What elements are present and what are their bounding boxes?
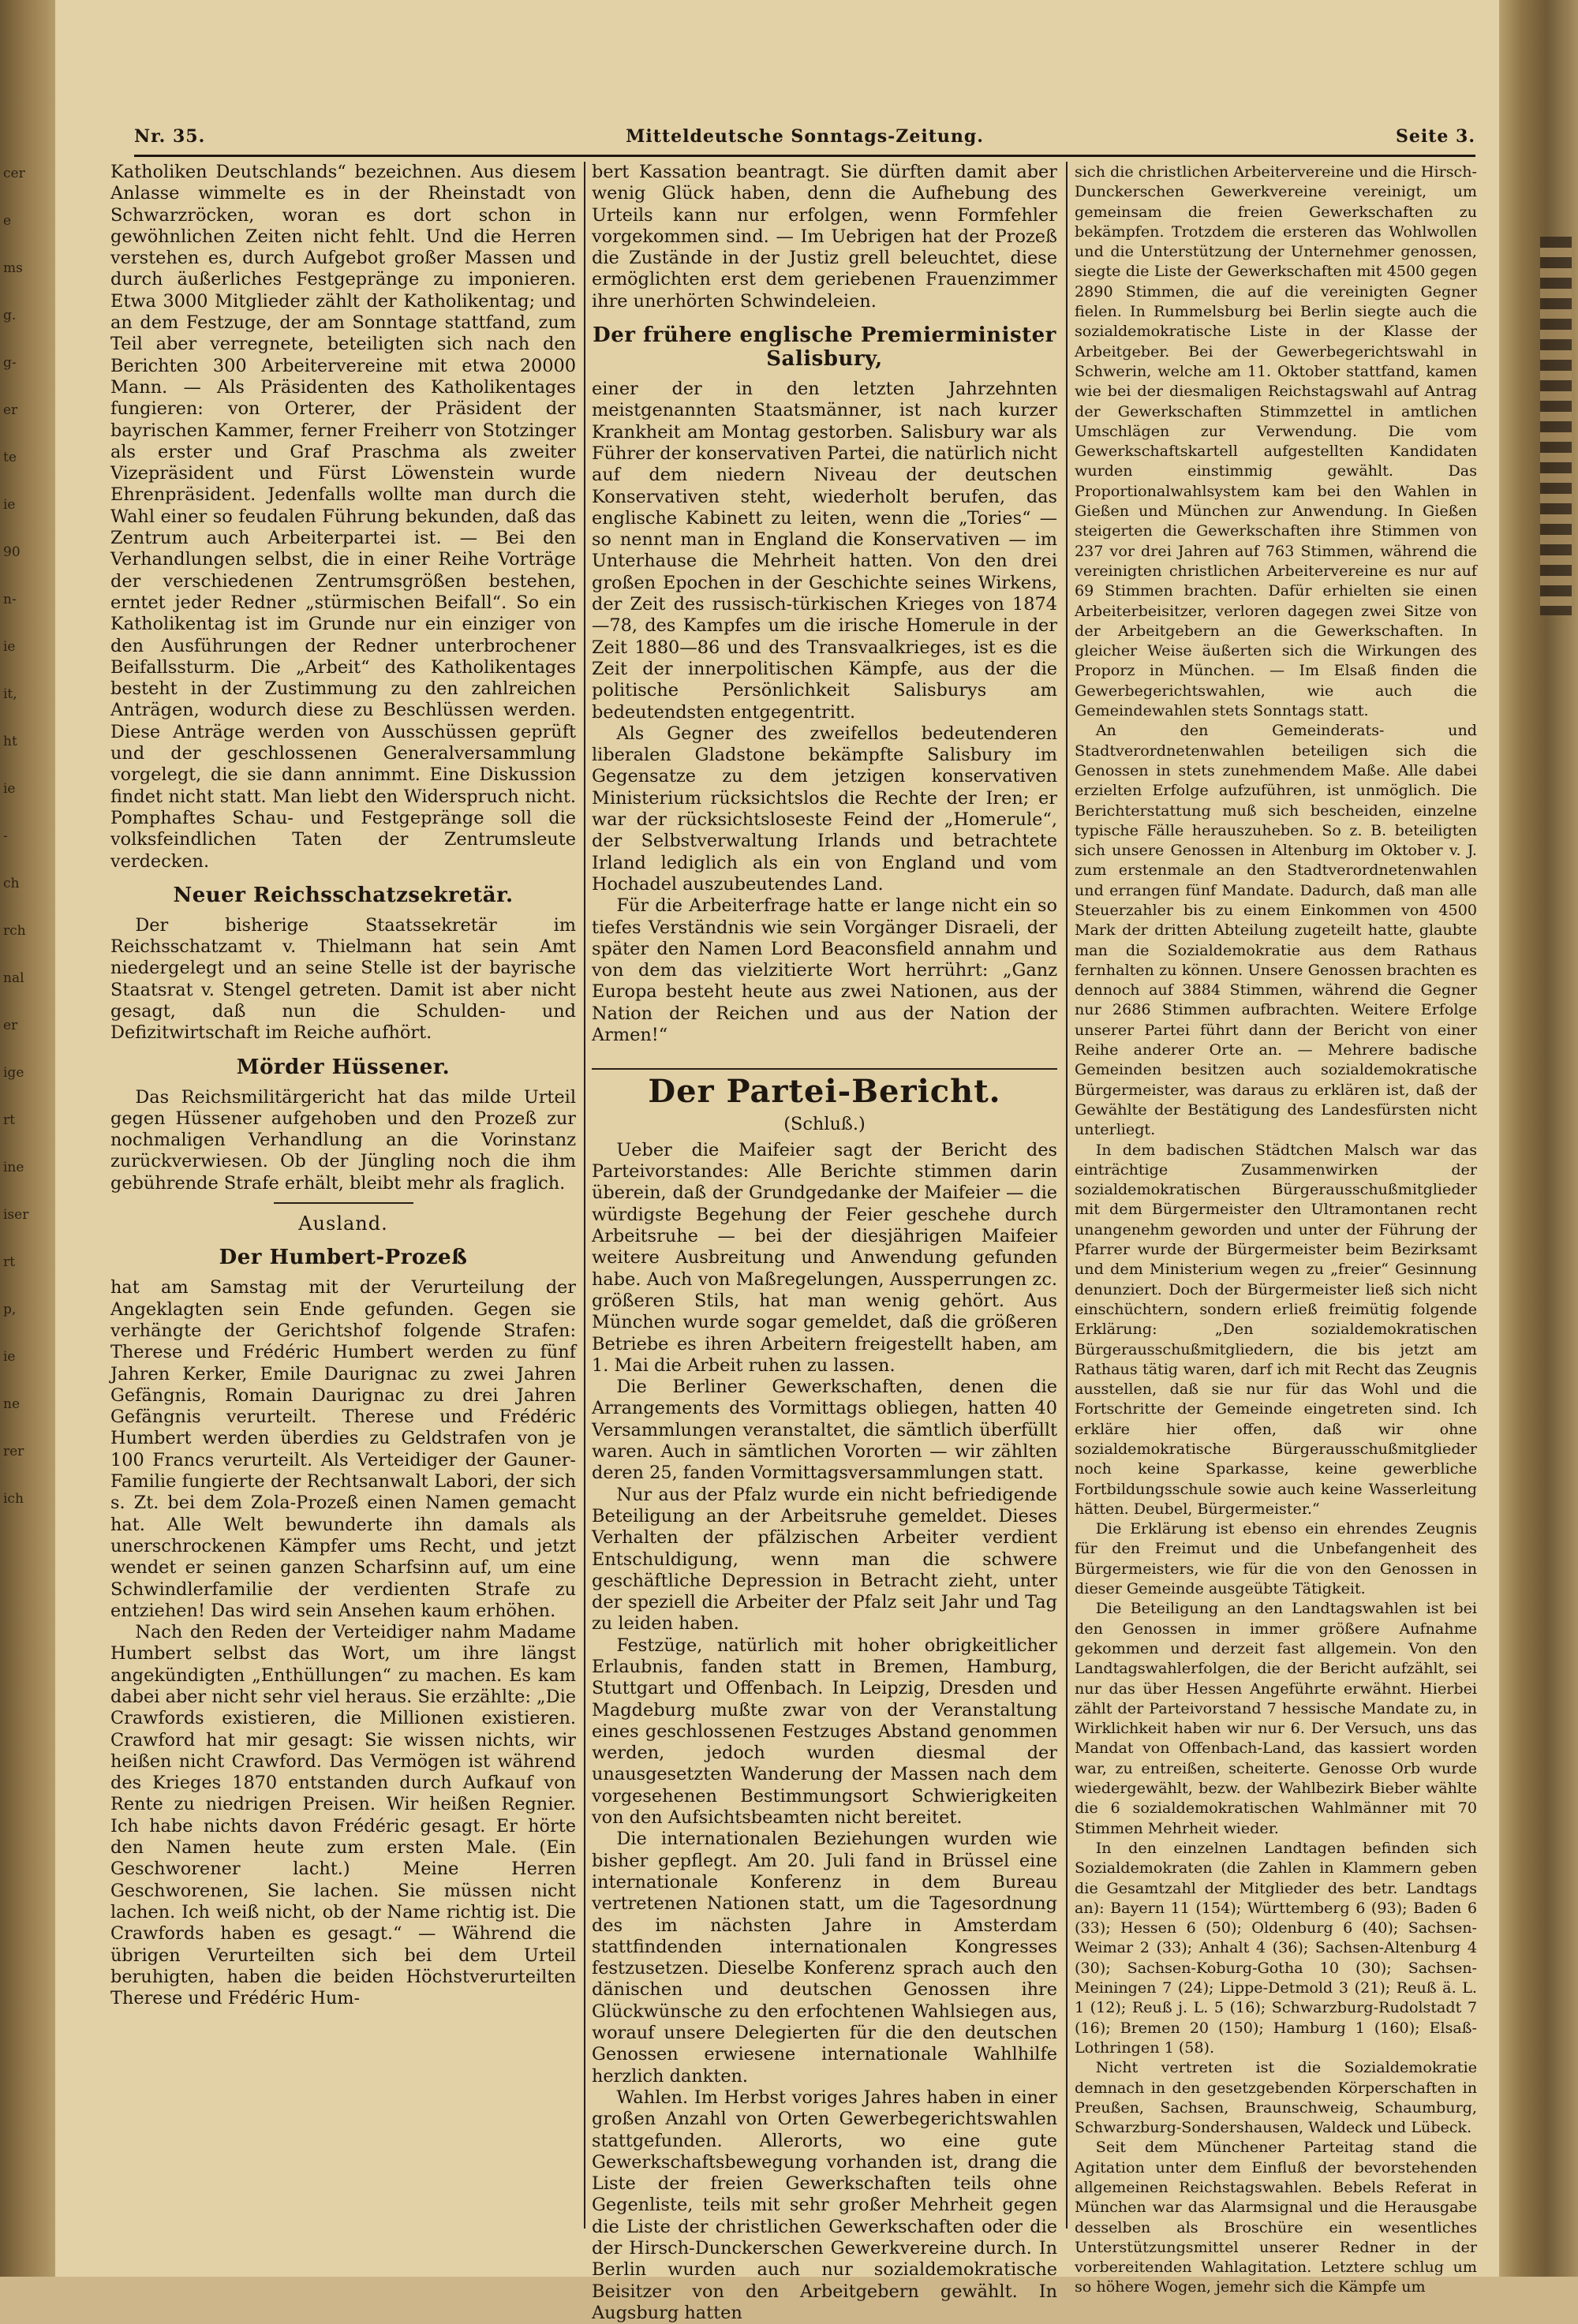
article-text: In den einzelnen Landtagen befinden sich Sozialdemokraten (die Zahlen in Klammern geben die Gesamtzahl der Mitglieder des betr. Landtags an): Bayern 11 (154); Württemberg 6 (93); Baden 6 (33); Hessen 6 (50); Oldenburg 6 (40); Sachsen-Weimar 2 (33); Anhalt 4 (36); Sachsen-Altenburg 4 (30); Sachsen-Koburg-Gotha 10 (30); Sachsen-Meiningen 7 (24); Lippe-Detmold 3 (21); Reuß ä. L. 1 (12); Reuß j. L. 5 (16); Schwarzburg-Rudolstadt 7 (16); Bremen 20 (150); Hamburg 1 (160); Elsaß-Lothringen 1 (58). xyxy=(1075,1838,1477,2057)
article-text: Nur aus der Pfalz wurde ein nicht befriedigende Beteiligung an der Arbeitsruhe gemeldet. Dieses Verhalten der pfälzischen Arbeiter verdient Entschuldigung, wenn man die schwere geschäftliche Depression in Betracht zieht, unter der speziell die Arbeiter der Pfalz seit Jahr und Tag zu leiden haben. xyxy=(592,1484,1057,1635)
article-text: Ueber die Maifeier sagt der Bericht des Parteivorstandes: Alle Berichte stimmen darin überein, daß der Grundgedanke der Maifeier — die würdigste Begehung der Feier geschehe durch Arbeitsruhe — bei der diesjährigen Maifeier weitere Ausbreitung und Anwendung gefunden habe. Auch von Maßregelungen, Aussperrungen zc. größeren Stils, hat man wenig gehört. Aus München wurde sogar gemeldet, daß die größeren Betriebe es ihren Arbeitern freigestellt haben, am 1. Mai die Arbeit ruhen zu lassen. xyxy=(592,1139,1057,1376)
facing-page-fragment: ne xyxy=(3,1396,21,1412)
column-2 xyxy=(592,162,1057,2323)
newspaper-page xyxy=(55,0,1499,2323)
article-text: bert Kassation beantragt. Sie dürften damit aber wenig Glück haben, denn die Aufhebung des Urteils kann nur erfolgen, wenn Formfehler vorgekommen sind. — Im Uebrigen hat der Prozeß die Zustände in der Justiz grell beleuchtet, diese ermöglichten erst dem geriebenen Frauenzimmer ihre unerhörten Schwindeleien. xyxy=(592,162,1057,312)
facing-page-fragment: ie xyxy=(3,639,16,655)
article-text: Katholiken Deutschlands“ bezeichnen. Aus diesem Anlasse wimmelte es in der Rheinstadt von Schwarzröcken, woran es dort schon in gewöhnlichen Zeiten nicht fehlt. Und die Herren verstehen es, durch Aufgebot großer Massen und durch äußerliches Festgepränge zu imponieren. Etwa 3000 Mitglieder zählt der Katholikentag; und an dem Festzuge, der am Sonntage stattfand, zum Teil aber verregnete, beteiligten sich nach den Berichten 300 Arbeitervereine mit etwa 20000 Mann. — Als Präsidenten des Katholikentages fungieren: von Orterer, der Präsident der bayrischen Kammer, ferner Freiherr von Stotzinger als erster und Graf Praschma als zweiter Vizepräsident und Fürst Löwenstein wurde Ehrenpräsident. Jedenfalls wollte man durch die Wahl einer so feudalen Führung bekunden, daß das Zentrum auch Arbeiterpartei ist. — Bei den Verhandlungen selbst, die in einer Reihe Vorträge der verschiedenen Zentrumsgrößen bestehen, erntet jeder Redner „stürmischen Beifall“. So ein Katholikentag ist im Grunde nur ein einziger von den Ausführungen der Redner unterbrochener Beifallssturm. Die „Arbeit“ des Katholikentages besteht in der Zustimmung zu den zahlreichen Anträgen, wodurch diese zu Beschlüssen werden. Diese Anträge werden von Ausschüssen geprüft und der geschlossenen Generalversammlung vorgelegt, die sie dann annimmt. Eine Diskussion findet nicht statt. Man liebt den Widerspruch nicht. Pomphaftes Schau- und Festgepränge soll die volksfeindlichen Taten der Zentrumsleute verdecken. xyxy=(110,162,576,872)
binding-left-edge xyxy=(0,0,55,2277)
facing-page-fragment: iser xyxy=(3,1207,29,1223)
facing-page-fragment: 90 xyxy=(3,544,21,560)
header-rule xyxy=(134,155,1475,157)
facing-page-fragment: ie xyxy=(3,781,16,797)
article-text: Die Erklärung ist ebenso ein ehrendes Zeugnis für den Freimut und die Unbefangenheit des Bürgermeisters, wie für die von den Genossen in dieser Gemeinde ausgeübte Tätigkeit. xyxy=(1075,1519,1477,1598)
facing-page-fragment: rch xyxy=(3,923,26,939)
facing-page-fragment: e xyxy=(3,213,12,229)
page-number: Seite 3. xyxy=(1395,126,1475,147)
facing-page-fragment: ie xyxy=(3,1349,16,1365)
facing-page-fragment: ht xyxy=(3,734,17,749)
article-text: In dem badischen Städtchen Malsch war das einträchtige Zusammenwirken der sozialdemokratischen Bürgerausschußmitglieder mit dem Bürgermeister den Ultramontanen recht unangenehm geworden und unter der Führung der Pfarrer wurde der Bürgermeister beim Bezirksamt und dem Ministerium wegen zu „freier“ Gesinnung denunziert. Doch der Bürgermeister ließ sich nicht einschüchtern, sondern erließ freimütig folgende Erklärung: „Den sozialdemokratischen Bürgerausschußmitgliedern, die bis jetzt am Rathaus tätig waren, darf ich mit Recht das Zeugnis ausstellen, daß sie nur für das Wohl und die Fortschritte der Gemeinde eingetreten sind. Ich erkläre hier offen, daß wir ohne sozialdemokratische Bürgerausschußmitglieder noch keine Sparkasse, keine gewerbliche Fortbildungsschule sowie auch keine Wasserleitung hätten. Deubel, Bürgermeister.“ xyxy=(1075,1140,1477,1518)
article-text: Die Berliner Gewerkschaften, denen die Arrangements des Vormittags obliegen, hatten 40 Versammlungen veranstaltet, die sämtlich überfüllt waren. Auch in sämtlichen Vororten — wir zählten deren 25, fanden Vormittagsversammlungen statt. xyxy=(592,1377,1057,1484)
article-text: Nicht vertreten ist die Sozialdemokratie demnach in den gesetzgebenden Körperschaften in Preußen, Sachsen, Braunschweig, Schaumburg, Schwarzburg-Sondershausen, Waldeck und Lübeck. xyxy=(1075,2058,1477,2137)
issue-number: Nr. 35. xyxy=(134,126,206,147)
column-divider xyxy=(584,162,585,2229)
page-stack-right-edge xyxy=(1499,0,1578,2277)
facing-page-fragment: ch xyxy=(3,876,20,891)
facing-page-fragment: ie xyxy=(3,497,16,513)
column-3 xyxy=(1075,162,1477,2296)
facing-page-fragment: g- xyxy=(3,355,17,371)
article-text: An den Gemeinderats- und Stadtverordnetenwahlen beteiligen sich die Genossen in stets zunehmendem Maße. Alle dabei erzielten Erfolge aufzuführen, ist unmöglich. Die Berichterstattung muß sich bescheiden, einzelne typische Fälle herauszuheben. So z. B. beteiligten sich unsere Genossen in Altenburg im Oktober v. J. zum erstenmale an den Stadtverordnetenwahlen und errangen fünf Mandate. Dadurch, daß man alle Steuerzahler bis zu einem Einkommen von 4500 Mark der dritten Abteilung zugeteilt hatte, glaubte man die Sozialdemokratie aus dem Rathaus fernhalten zu können. Unsere Genossen brachten es dennoch auf 3884 Stimmen, während die Gegner nur 2686 Stimmen aufbrachten. Weitere Erfolge unserer Partei führt dann der Bericht von einer Reihe anderer Orte an. — Mehrere badische Gemeinden besitzen auch sozialdemokratische Bürgermeister, was daraus zu erklären ist, daß der Gewählte der Bestätigung des Landesfürsten nicht unterliegt. xyxy=(1075,721,1477,1139)
facing-page-fragment: - xyxy=(3,828,8,844)
article-text: einer der in den letzten Jahrzehnten meistgenannten Staatsmänner, ist nach kurzer Krankheit am Montag gestorben. Salisbury war als Führer der konservativen Partei, die natürlich nicht auf dem niedern Niveau der deutschen Konservativen steht, wiederholt berufen, das englische Kabinett zu leiten, wenn die „Tories“ — so nennt man in England die Konservativen — im Unterhause die Mehrheit hatten. Von den drei großen Epochen in der Geschichte seines Wirkens, der Zeit des russisch-türkischen Krieges von 1874—78, des Kampfes um die irische Homerule in der Zeit 1880—86 und des Transvaalkrieges, ist es die Zeit der innerpolitischen Kämpfe, aus der die politische Persönlichkeit Salisburys am bedeutendsten entgegentritt. xyxy=(592,379,1057,723)
section-separator xyxy=(274,1202,413,1204)
facing-page-fragment: ms xyxy=(3,260,23,276)
newspaper-title: Mitteldeutsche Sonntags-Zeitung. xyxy=(626,126,984,147)
facing-page-fragment: rt xyxy=(3,1112,15,1128)
article-text: Für die Arbeiterfrage hatte er lange nicht ein so tiefes Verständnis wie sein Vorgänger Disraeli, der später den Namen Lord Beaconsfield annahm und von dem das vielzitierte Wort herrührt: „Ganz Europa besteht heute aus zwei Nationen, aus der Nation der Reichen und aus der Nation der Armen!“ xyxy=(592,895,1057,1045)
facing-page-fragment: rt xyxy=(3,1254,15,1270)
article-text: Festzüge, natürlich mit hoher obrigkeitlicher Erlaubnis, fanden statt in Bremen, Hamburg, Stuttgart und Offenbach. In Leipzig, Dresden und Magdeburg mußte zwar von der Veranstaltung eines geschlossenen Festzuges Abstand genommen werden, jedoch wurden diesmal der unausgesetzten Wanderung der Massen nach dem vorgesehenen Bestimmungsort Schwierigkeiten von den Aufsichtsbeamten nicht bereitet. xyxy=(592,1635,1057,1829)
facing-page-fragment: ine xyxy=(3,1160,24,1175)
article-heading: Der frühere englische Premierminister Salisbury, xyxy=(593,323,1056,372)
article-text: hat am Samstag mit der Verurteilung der Angeklagten sein Ende gefunden. Gegen sie verhängte der Gerichtshof folgende Strafen: Therese und Frédéric Humbert werden zu fünf Jahren Kerker, Emile Daurignac zu zwei Jahren Gefängnis, Romain Daurignac zu drei Jahren Gefängnis verurteilt. Therese und Frédéric Humbert werden überdies zu Geldstrafen von je 100 Francs verurteilt. Als Verteidiger der Gauner-Familie fungierte der Rechtsanwalt Labori, der sich s. Zt. bei dem Zola-Prozeß einen Namen gemacht hat. Alle Welt bewunderte ihn damals als unerschrockenen Kämpfer ums Recht, und jetzt wendet er seinen ganzen Scharfsinn auf, um eine Schwindlerfamilie der verdienten Strafe zu entziehen! Das wird sein Ansehen kaum erhöhen. xyxy=(110,1277,576,1621)
facing-page-fragment: cer xyxy=(3,166,25,181)
report-title: Der Partei-Bericht. xyxy=(592,1068,1057,1102)
facing-page-fragment: p, xyxy=(3,1302,17,1317)
article-text: Wahlen. Im Herbst voriges Jahres haben in einer großen Anzahl von Orten Gewerbegerichtswahlen stattgefunden. Allerorts, wo eine gute Gewerkschaftsbewegung vorhanden ist, drang die Liste der freien Gewerkschaften teils ohne Gegenliste, teils mit sehr großer Mehrheit gegen die Liste der christlichen Gewerkschaften oder die der Hirsch-Dunckerschen Gewerkvereine durch. In Berlin wurden auch nur sozialdemokratische Beisitzer von den Arbeitgebern gewählt. In Augsburg hatten xyxy=(592,2087,1057,2323)
facing-page-fragment: rer xyxy=(3,1444,24,1459)
article-text: Nach den Reden der Verteidiger nahm Madame Humbert selbst das Wort, um ihre längst angekündigten „Enthüllungen“ zu machen. Es kam dabei aber nicht sehr viel heraus. Sie erzählte: „Die Crawfords existieren, die Millionen existieren. Crawford hat mir gesagt: Sie wissen nichts, wir heißen nicht Crawford. Das Vermögen ist während des Krieges 1870 entstanden durch Aufkauf von Rente zu niedrigen Preisen. Wir heißen Regnier. Ich habe nichts davon Frédéric gesagt. Er hörte den Namen heute zum ersten Male. (Ein Geschworener lacht.) Meine Herren Geschworenen, Sie lachen. Sie müssen nicht lachen. Ich weiß nicht, ob der Name richtig ist. Die Crawfords haben es gesagt.“ — Während die übrigen Verurteilten sich bei dem Urteil beruhigten, haben die beiden Höchstverurteilten Therese und Frédéric Hum- xyxy=(110,1622,576,2009)
facing-page-fragment: g. xyxy=(3,308,17,323)
section-heading: Ausland. xyxy=(298,1212,388,1235)
facing-page-fragment: er xyxy=(3,1018,18,1033)
article-text: Das Reichsmilitärgericht hat das milde Urteil gegen Hüssener aufgehoben und den Prozeß zur nochmaligen Verhandlung an die Vorinstanz zurückverwiesen. Ob der Jüngling noch die ihm gebührende Strafe erhält, bleibt mehr als fraglich. xyxy=(110,1086,576,1194)
article-text: sich die christlichen Arbeitervereine und die Hirsch-Dunckerschen Gewerkvereine vereinigt, um gemeinsam die freien Gewerkschaften zu bekämpfen. Trotzdem die ersteren das Wohlwollen und die Unterstützung der Unternehmer genossen, siegte die Liste der Gewerkschaften mit 4500 gegen 2890 Stimmen, die auf die vereinigten Gegner fielen. In Rummelsburg bei Berlin siegte auch die sozialdemokratische Liste in der Klasse der Arbeitgeber. Bei der Gewerbegerichtswahl in Schwerin, welche am 11. Oktober stattfand, kamen wie bei der diesmaligen Reichstagswahl auf Antrag der Gewerkschaften Stimmzettel in amtlichen Umschlägen zur Verwendung. Die vom Gewerkschaftskartell aufgestellten Kandidaten wurden einstimmig gewählt. Das Proportionalwahlsystem kam bei den Wahlen in Gießen und München zur Anwendung. In Gießen steigerten die Gewerkschaften ihre Stimmen von 237 vor drei Jahren auf 763 Stimmen, während die vereinigten christlichen Arbeitervereine es nur auf 69 Stimmen brachten. Dafür erhielten sie einen Arbeiterbeisitzer, verloren dagegen zwei Sitze von der Arbeitgebern an die Gewerkschaften. In gleicher Weise äußerten sich die Wirkungen des Proporz in München. — Im Elsaß finden die Gewerbegerichtswahlen, wie auch die Gemeindewahlen stets Sonntags statt. xyxy=(1075,163,1477,720)
article-text: Seit dem Münchener Parteitag stand die Agitation unter dem Einfluß der bevorstehenden allgemeinen Reichstagswahlen. Bebels Referat in München war das Alarmsignal und die Herausgabe desselben als Broschüre ein wesentliches Unterstützungsmittel unserer Redner in der vorbereitenden Wahlagitation. Letztere schlug um so höhere Wogen, jemehr sich die Kämpfe um xyxy=(1075,2138,1477,2296)
facing-page-fragment: ige xyxy=(3,1065,24,1081)
facing-page-fragment: ich xyxy=(3,1491,24,1507)
article-heading: Mörder Hüssener. xyxy=(236,1055,451,1079)
page-header xyxy=(134,126,1475,158)
article-text: Die Beteiligung an den Landtagswahlen ist bei den Genossen in immer größere Aufnahme gekommen und derzeit fast allgemein. Von den Landtagswahlerfolgen, die der Bericht aufzählt, sei nur das über Hessen Angeführte erwähnt. Hierbei zählt der Parteivorstand 7 hessische Mandate zu, in Wirklichkeit haben wir nur 6. Der Versuch, uns das Mandat von Offenbach-Land, das kassiert worden war, zu entreißen, scheiterte. Genosse Orb wurde wiedergewählt, bezw. der Wahlbezirk Bieber wählte die 6 sozialdemokratischen Wahlmänner mit 70 Stimmen Mehrheit wieder. xyxy=(1075,1599,1477,1837)
facing-page-fragment: er xyxy=(3,402,18,418)
column-divider xyxy=(1066,162,1068,2229)
page-edge-tab xyxy=(1540,237,1572,615)
facing-page-fragment: nal xyxy=(3,970,24,986)
article-heading: Der Humbert-Prozeß xyxy=(219,1246,468,1270)
facing-page-fragment: n- xyxy=(3,592,17,607)
article-text: Die internationalen Beziehungen wurden wie bisher gepflegt. Am 20. Juli fand in Brüssel eine internationale Konferenz in dem Bureau vertretenen Nationen statt, um die Tagesordnung des im nächsten Jahre in Amsterdam stattfindenden internationalen Kongresses festzusetzen. Dieselbe Konferenz sprach auch den dänischen und deutschen Genossen ihre Glückwünsche zu den erfochtenen Wahlsiegen aus, worauf unsere Delegierten für die den deutschen Genossen erwiesene internationale Wahlhilfe herzlich dankten. xyxy=(592,1829,1057,2087)
facing-page-fragment: te xyxy=(3,450,17,465)
article-text: Der bisherige Staatssekretär im Reichsschatzamt v. Thielmann hat sein Amt niedergelegt und an seine Stelle ist der bayrische Staatsrat v. Stengel getreten. Damit ist aber nicht gesagt, daß nun die Schulden- und Defizitwirtschaft im Reiche aufhört. xyxy=(110,914,576,1044)
column-1 xyxy=(110,162,576,2232)
article-text: Als Gegner des zweifellos bedeutenderen liberalen Gladstone bekämpfte Salisbury im Gegensatze zu dem jetzigen konservativen Ministerium rücksichtslos die Rechte der Iren; er war der rücksichtsloseste Feind der „Homerule“, der Selbstverwaltung Irlands und betrachtete Irland lediglich als ein von England und vom Hochadel auszubeutendes Land. xyxy=(592,723,1057,895)
article-heading: Neuer Reichsschatzsekretär. xyxy=(173,883,514,907)
facing-page-fragment: it, xyxy=(3,686,17,702)
report-subtitle: (Schluß.) xyxy=(783,1113,866,1134)
